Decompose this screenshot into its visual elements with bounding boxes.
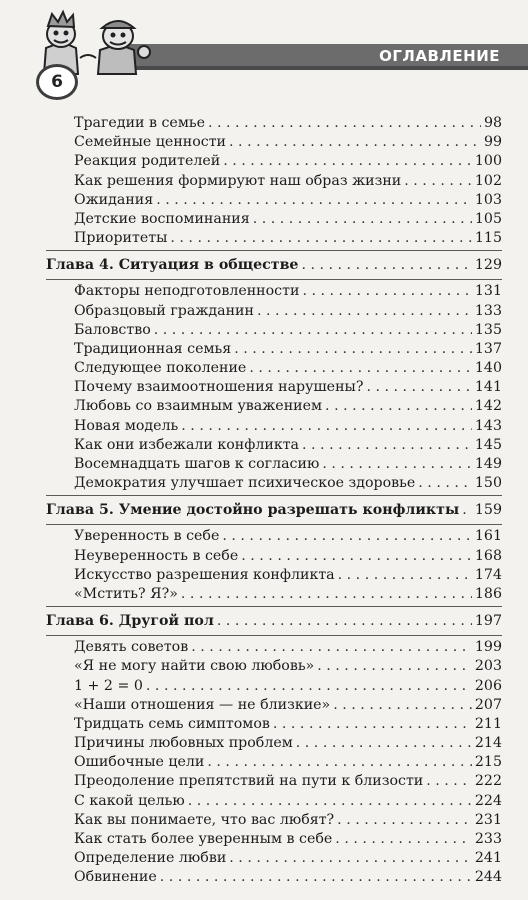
toc-page-number: 186 — [474, 585, 502, 602]
toc-entry — [46, 359, 502, 378]
toc-leader-dots — [301, 253, 471, 277]
toc-page-number: 197 — [474, 613, 502, 630]
toc-leader-dots — [426, 772, 472, 791]
toc-leader-dots — [234, 340, 472, 359]
toc-entry — [46, 830, 502, 849]
toc-leader-dots — [322, 455, 472, 474]
toc-leader-dots — [146, 677, 472, 696]
toc-leader-dots — [170, 229, 472, 248]
toc-page-number: 149 — [474, 456, 502, 472]
toc-page-number: 131 — [474, 283, 502, 300]
toc-title: Ожидания — [74, 191, 154, 208]
toc-entry — [46, 868, 502, 887]
toc-title: Тридцать семь симптомов — [74, 715, 270, 732]
toc-entry — [46, 715, 502, 734]
chapter-divider — [46, 495, 502, 496]
toc-entry — [46, 677, 502, 696]
toc-page-number: 150 — [474, 475, 502, 492]
toc-leader-dots — [223, 152, 472, 171]
toc-entry — [46, 378, 502, 397]
toc-title: Как вы понимаете, что вас любят? — [74, 811, 335, 828]
toc-leader-dots — [273, 715, 472, 734]
toc-page-number: 222 — [474, 773, 502, 790]
toc-page-number: 224 — [474, 792, 502, 809]
toc-leader-dots — [191, 638, 472, 657]
toc-leader-dots — [337, 811, 472, 830]
toc-leader-dots — [333, 696, 472, 715]
toc-page-number: 199 — [474, 639, 502, 656]
toc-page-number: 140 — [474, 360, 502, 377]
toc-title: Неуверенность в себе — [74, 547, 239, 564]
toc-title: Обвинение — [74, 869, 157, 886]
toc-leader-dots — [217, 609, 472, 633]
chapter-divider — [46, 250, 502, 251]
toc-title: Ошибочные цели — [74, 754, 205, 771]
toc-entry — [46, 172, 502, 191]
toc-entry — [46, 436, 502, 455]
toc-page-number: 129 — [474, 257, 502, 274]
toc-page-number: 102 — [474, 172, 502, 189]
toc-leader-dots — [207, 753, 472, 772]
toc-entry — [46, 282, 502, 301]
toc-entry — [46, 114, 502, 133]
toc-page-number: 214 — [474, 735, 502, 752]
toc-entry — [46, 657, 502, 676]
toc-leader-dots — [335, 830, 472, 849]
toc-leader-dots — [249, 359, 472, 378]
toc-entry — [46, 547, 502, 566]
toc-title: Причины любовных проблем — [74, 735, 293, 752]
toc-title: Детские воспоминания — [74, 210, 250, 227]
toc-leader-dots — [338, 566, 472, 585]
toc-title: «Я не могу найти свою любовь» — [74, 658, 315, 675]
toc-title: Семейные ценности — [74, 134, 227, 151]
toc-entry — [46, 638, 502, 657]
toc-entry — [46, 133, 502, 152]
toc-page-number: 115 — [474, 230, 502, 247]
toc-entry — [46, 302, 502, 321]
toc-entry — [46, 340, 502, 359]
toc-leader-dots — [317, 657, 472, 676]
toc-entry — [46, 585, 502, 604]
header-banner-shadow — [120, 66, 528, 70]
toc-title: «Наши отношения — не близкие» — [74, 696, 331, 713]
toc-page-number: 168 — [474, 547, 502, 564]
toc-entry — [46, 566, 502, 585]
toc-page-number: 161 — [474, 528, 502, 545]
toc-leader-dots — [366, 378, 471, 397]
toc-page-number: 137 — [474, 340, 502, 357]
page-header — [0, 0, 528, 110]
toc-title: Преодоление препятствий на пути к близости — [74, 773, 424, 790]
toc-page-number: 244 — [474, 869, 502, 886]
toc-title: Как они избежали конфликта — [74, 436, 300, 453]
toc-entry — [46, 474, 502, 493]
toc-title: «Мстить? Я?» — [74, 585, 178, 602]
toc-page-number: 174 — [474, 566, 502, 583]
toc-title: Демократия улучшает психическое здоровье — [74, 475, 416, 492]
toc-page-number: 207 — [474, 696, 502, 713]
toc-page-number: 100 — [474, 153, 502, 170]
toc-entry — [46, 455, 502, 474]
toc-page-number: 99 — [483, 134, 502, 151]
toc-leader-dots — [181, 417, 472, 436]
toc-title: Традиционная семья — [74, 340, 232, 357]
toc-page-number: 135 — [474, 321, 502, 338]
toc-entry — [46, 417, 502, 436]
toc-page-number: 215 — [474, 754, 502, 771]
toc-page-number: 105 — [474, 210, 502, 227]
toc-entry — [46, 191, 502, 210]
toc-page-number: 233 — [474, 831, 502, 847]
toc-leader-dots — [257, 302, 472, 321]
toc-title: 1 + 2 = 0 — [74, 677, 143, 694]
toc-title: Искусство разрешения конфликта — [74, 566, 335, 583]
toc-title: Реакция родителей — [74, 153, 221, 170]
toc-entry — [46, 772, 502, 791]
toc-title: Приоритеты — [74, 230, 168, 247]
toc-title: Девять советов — [74, 639, 189, 656]
toc-title: Образцовый гражданин — [74, 302, 254, 319]
toc-leader-dots — [404, 172, 472, 191]
toc-entry — [46, 696, 502, 715]
toc-entry — [46, 849, 502, 868]
toc-leader-dots — [188, 792, 472, 811]
toc-title: Глава 4. Ситуация в обществе — [46, 257, 299, 274]
toc-title: Как стать более уверенным в себе — [74, 831, 333, 847]
toc-title: Баловство — [74, 321, 151, 338]
toc-title: Восемнадцать шагов к согласию — [74, 456, 320, 472]
toc-page-number: 211 — [474, 715, 502, 732]
toc-leader-dots — [154, 321, 472, 340]
toc-leader-dots — [325, 397, 472, 416]
toc-title: Определение любви — [74, 850, 227, 867]
toc-page-number: 103 — [474, 191, 502, 208]
page-number-badge: 6 — [36, 64, 78, 100]
toc-leader-dots — [208, 114, 481, 133]
toc-page-number: 142 — [474, 398, 502, 415]
toc-leader-dots — [462, 498, 472, 522]
toc-page-number: 241 — [474, 850, 502, 867]
toc-leader-dots — [222, 527, 472, 546]
chapter-divider — [46, 606, 502, 607]
toc-page-number: 98 — [483, 115, 502, 131]
toc-title: Следующее поколение — [74, 360, 247, 377]
toc-page-number: 203 — [474, 658, 502, 675]
toc-leader-dots — [302, 436, 472, 455]
toc-leader-dots — [253, 210, 472, 229]
toc-entry — [46, 753, 502, 772]
toc-entry — [46, 792, 502, 811]
toc-page-number: 206 — [474, 677, 502, 694]
toc-leader-dots — [156, 191, 472, 210]
toc-title: Трагедии в семье — [74, 115, 205, 131]
toc-leader-dots — [160, 868, 472, 887]
toc-entry — [46, 397, 502, 416]
toc-title: Как решения формируют наш образ жизни — [74, 172, 402, 189]
toc-chapter-heading — [46, 609, 502, 633]
toc-leader-dots — [296, 734, 472, 753]
toc-page-number: 159 — [474, 502, 502, 519]
table-of-contents — [46, 114, 502, 888]
toc-leader-dots — [229, 133, 481, 152]
toc-page-number: 143 — [474, 417, 502, 434]
toc-page-number: 231 — [474, 811, 502, 828]
toc-entry — [46, 210, 502, 229]
toc-chapter-heading — [46, 253, 502, 277]
toc-title: Глава 6. Другой пол — [46, 613, 214, 630]
toc-leader-dots — [181, 585, 472, 604]
toc-leader-dots — [302, 282, 471, 301]
toc-title: Глава 5. Умение достойно разрешать конфликты — [46, 502, 460, 519]
toc-title: Любовь со взаимным уважением — [74, 398, 323, 415]
toc-entry — [46, 321, 502, 340]
chapter-divider — [46, 279, 502, 280]
toc-leader-dots — [418, 474, 472, 493]
toc-entry — [46, 152, 502, 171]
section-title: ОГЛАВЛЕНИЕ — [379, 47, 500, 65]
toc-title: Почему взаимоотношения нарушены? — [74, 379, 364, 396]
toc-entry — [46, 527, 502, 546]
toc-page-number: 133 — [474, 302, 502, 319]
toc-page-number: 141 — [474, 379, 502, 396]
toc-title: Факторы неподготовленности — [74, 283, 300, 300]
toc-title: Новая модель — [74, 417, 179, 434]
toc-title: С какой целью — [74, 792, 185, 809]
toc-entry — [46, 811, 502, 830]
toc-chapter-heading — [46, 498, 502, 522]
toc-entry — [46, 229, 502, 248]
chapter-divider — [46, 635, 502, 636]
toc-page-number: 145 — [474, 436, 502, 453]
toc-title: Уверенность в себе — [74, 528, 220, 545]
toc-leader-dots — [229, 849, 472, 868]
toc-entry — [46, 734, 502, 753]
chapter-divider — [46, 524, 502, 525]
toc-leader-dots — [241, 547, 472, 566]
